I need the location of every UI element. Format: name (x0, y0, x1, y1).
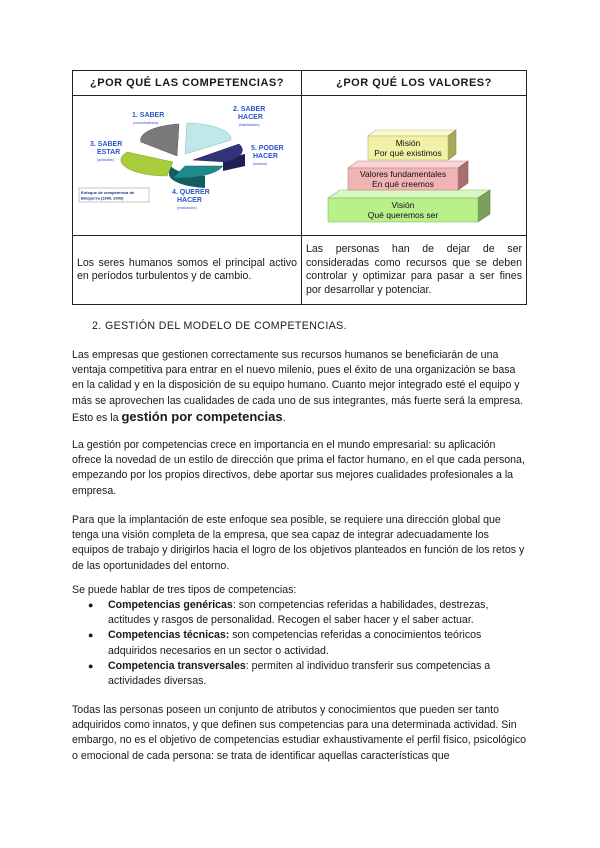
paragraph-1-text: Las empresas que gestionen correctamente sus recursos humanos se beneficiarán de una ventaja competitiva para entrar en el nuevo milenio, pues el éxito de una organización se basa en la calidad y en la disposición de su equipo humano. Cuanto mejor integrado esté el equipo y más se aprovechen las cualidades de cada uno de sus integrantes, más fuerte será la empresa. Esto es la (72, 349, 524, 424)
list-item (72, 628, 527, 658)
col1-header: ¿POR QUÉ LAS COMPETENCIAS? (73, 71, 302, 96)
pyramid-mid-top (348, 161, 468, 168)
paragraph-5-text: Todas las personas poseen un conjunto de atributos y conocimientos que pueden ser tanto adquiridos como innatos, y que definen sus competencias para una determinada actividad. Sin embargo, no es el objetivo de competencias estudiar exhaustivamente el perfil físico, psicológico o emocional de cada persona: se trata de identificar aquellas características que (72, 704, 527, 762)
pyramid-base-label-2: Qué queremos ser (367, 210, 439, 220)
paragraph-3 (72, 513, 527, 574)
paragraph-1-end: . (282, 411, 286, 424)
section-heading: 2. GESTIÓN DEL MODELO DE COMPETENCIAS. (92, 320, 347, 332)
paragraph-4 (72, 583, 527, 598)
label-saber-hacer-2: HACER (238, 114, 263, 121)
pyramid-top-label-1: Misión (395, 138, 421, 148)
competencies-reason: Los seres humanos somos el principal activo en períodos turbulentos y de cambio. (73, 236, 302, 305)
values-reason: Las personas han de dejar de ser consideradas como recursos que se deben controlar y optimizar para pasar a ser fines por desarrollar y potenciar. (302, 236, 527, 305)
label-querer-hacer-sub: (motivación) (177, 206, 197, 210)
pyramid-mid-label-1: Valores fundamentales (359, 169, 447, 179)
pyramid-top-top (368, 130, 456, 136)
label-querer-hacer-2: HACER (177, 197, 202, 204)
label-poder-hacer-1: 5. PODER (251, 145, 284, 152)
paragraph-1 (72, 348, 527, 426)
pie-slice-saber (141, 124, 179, 156)
list-item-text: : permiten al individuo transferir sus competencias a actividades diversas. (108, 659, 491, 688)
bullet-icon: ● (88, 630, 94, 641)
paragraph-2 (72, 438, 527, 499)
pyramid-base-top (328, 190, 490, 198)
values-diagram-cell (302, 96, 527, 236)
competencies-diagram-cell (73, 96, 302, 236)
list-item-term: Competencias genéricas (108, 599, 233, 611)
label-saber: 1. SABER (132, 112, 165, 119)
bullet-icon: ● (88, 600, 94, 610)
label-saber-hacer-sub: (habilidades) (239, 123, 260, 127)
label-saber-sub: (conocimientos) (133, 121, 159, 125)
list-item-text: son competencias referidas a conocimientos teóricos adquiridos necesarios en un sector o actividad. (108, 629, 482, 657)
diagram-caption-2: Bisquerra (1999, 2003) (81, 195, 124, 201)
list-item-term: Competencia transversales (108, 659, 246, 672)
col2-header: ¿POR QUÉ LOS VALORES? (302, 71, 527, 96)
pie-slice-querer-hacer (173, 166, 223, 178)
list-item (72, 598, 527, 628)
paragraph-4-text: Se puede hablar de tres tipos de competencias: (72, 584, 297, 596)
pyramid-mid-label-2: En qué creemos (372, 179, 434, 189)
paragraph-1-bold: gestión por competencias (121, 408, 283, 424)
pyramid-base-label-1: Visión (391, 200, 415, 210)
label-querer-hacer-1: 4. QUERER (172, 189, 210, 196)
label-saber-estar-sub: (actitudes) (97, 158, 114, 162)
comparison-table (72, 70, 527, 305)
paragraph-5 (72, 703, 527, 764)
competency-types-list (72, 598, 527, 689)
paragraph-2-text: La gestión por competencias crece en importancia en el mundo empresarial: su aplicación ofrece la novedad de un estilo de dirección que prima el factor humano, en el que cada persona, empezando por los propios directivos, debe aportar sus mejores cualidades profesionales a la empresa. (72, 439, 525, 497)
diagram-caption-1: Enfoque de competencia de (81, 190, 135, 195)
paragraph-3-text: Para que la implantación de este enfoque sea posible, se requiere una dirección global que tenga una visión completa de la empresa, que sea capaz de integrar adecuadamente los equipos de trabajo y dirigirlos hacia el logro de los objetivos planteados en función de los retos y de las oportunidades del entorno. (72, 514, 525, 572)
pyramid-top-label-2: Por qué existimos (374, 148, 442, 158)
list-item (72, 659, 527, 689)
values-pyramid-diagram (302, 96, 528, 230)
label-saber-hacer-1: 2. SABER (233, 106, 266, 113)
label-saber-estar-1: 3. SABER (90, 141, 123, 148)
list-item-term: Competencias técnicas: (108, 629, 230, 642)
label-poder-hacer-sub: (medios) (253, 162, 267, 166)
bullet-icon: ● (88, 660, 94, 671)
competencies-pie-diagram (73, 96, 300, 230)
list-item-text: : son competencias referidas a habilidades, destrezas, actitudes y rasgos de personalidad. Recogen el saber hacer y el saber actuar. (108, 599, 489, 627)
pie-slice-saber-estar (121, 152, 173, 176)
label-poder-hacer-2: HACER (253, 153, 278, 160)
label-saber-estar-2: ESTAR (97, 149, 121, 156)
